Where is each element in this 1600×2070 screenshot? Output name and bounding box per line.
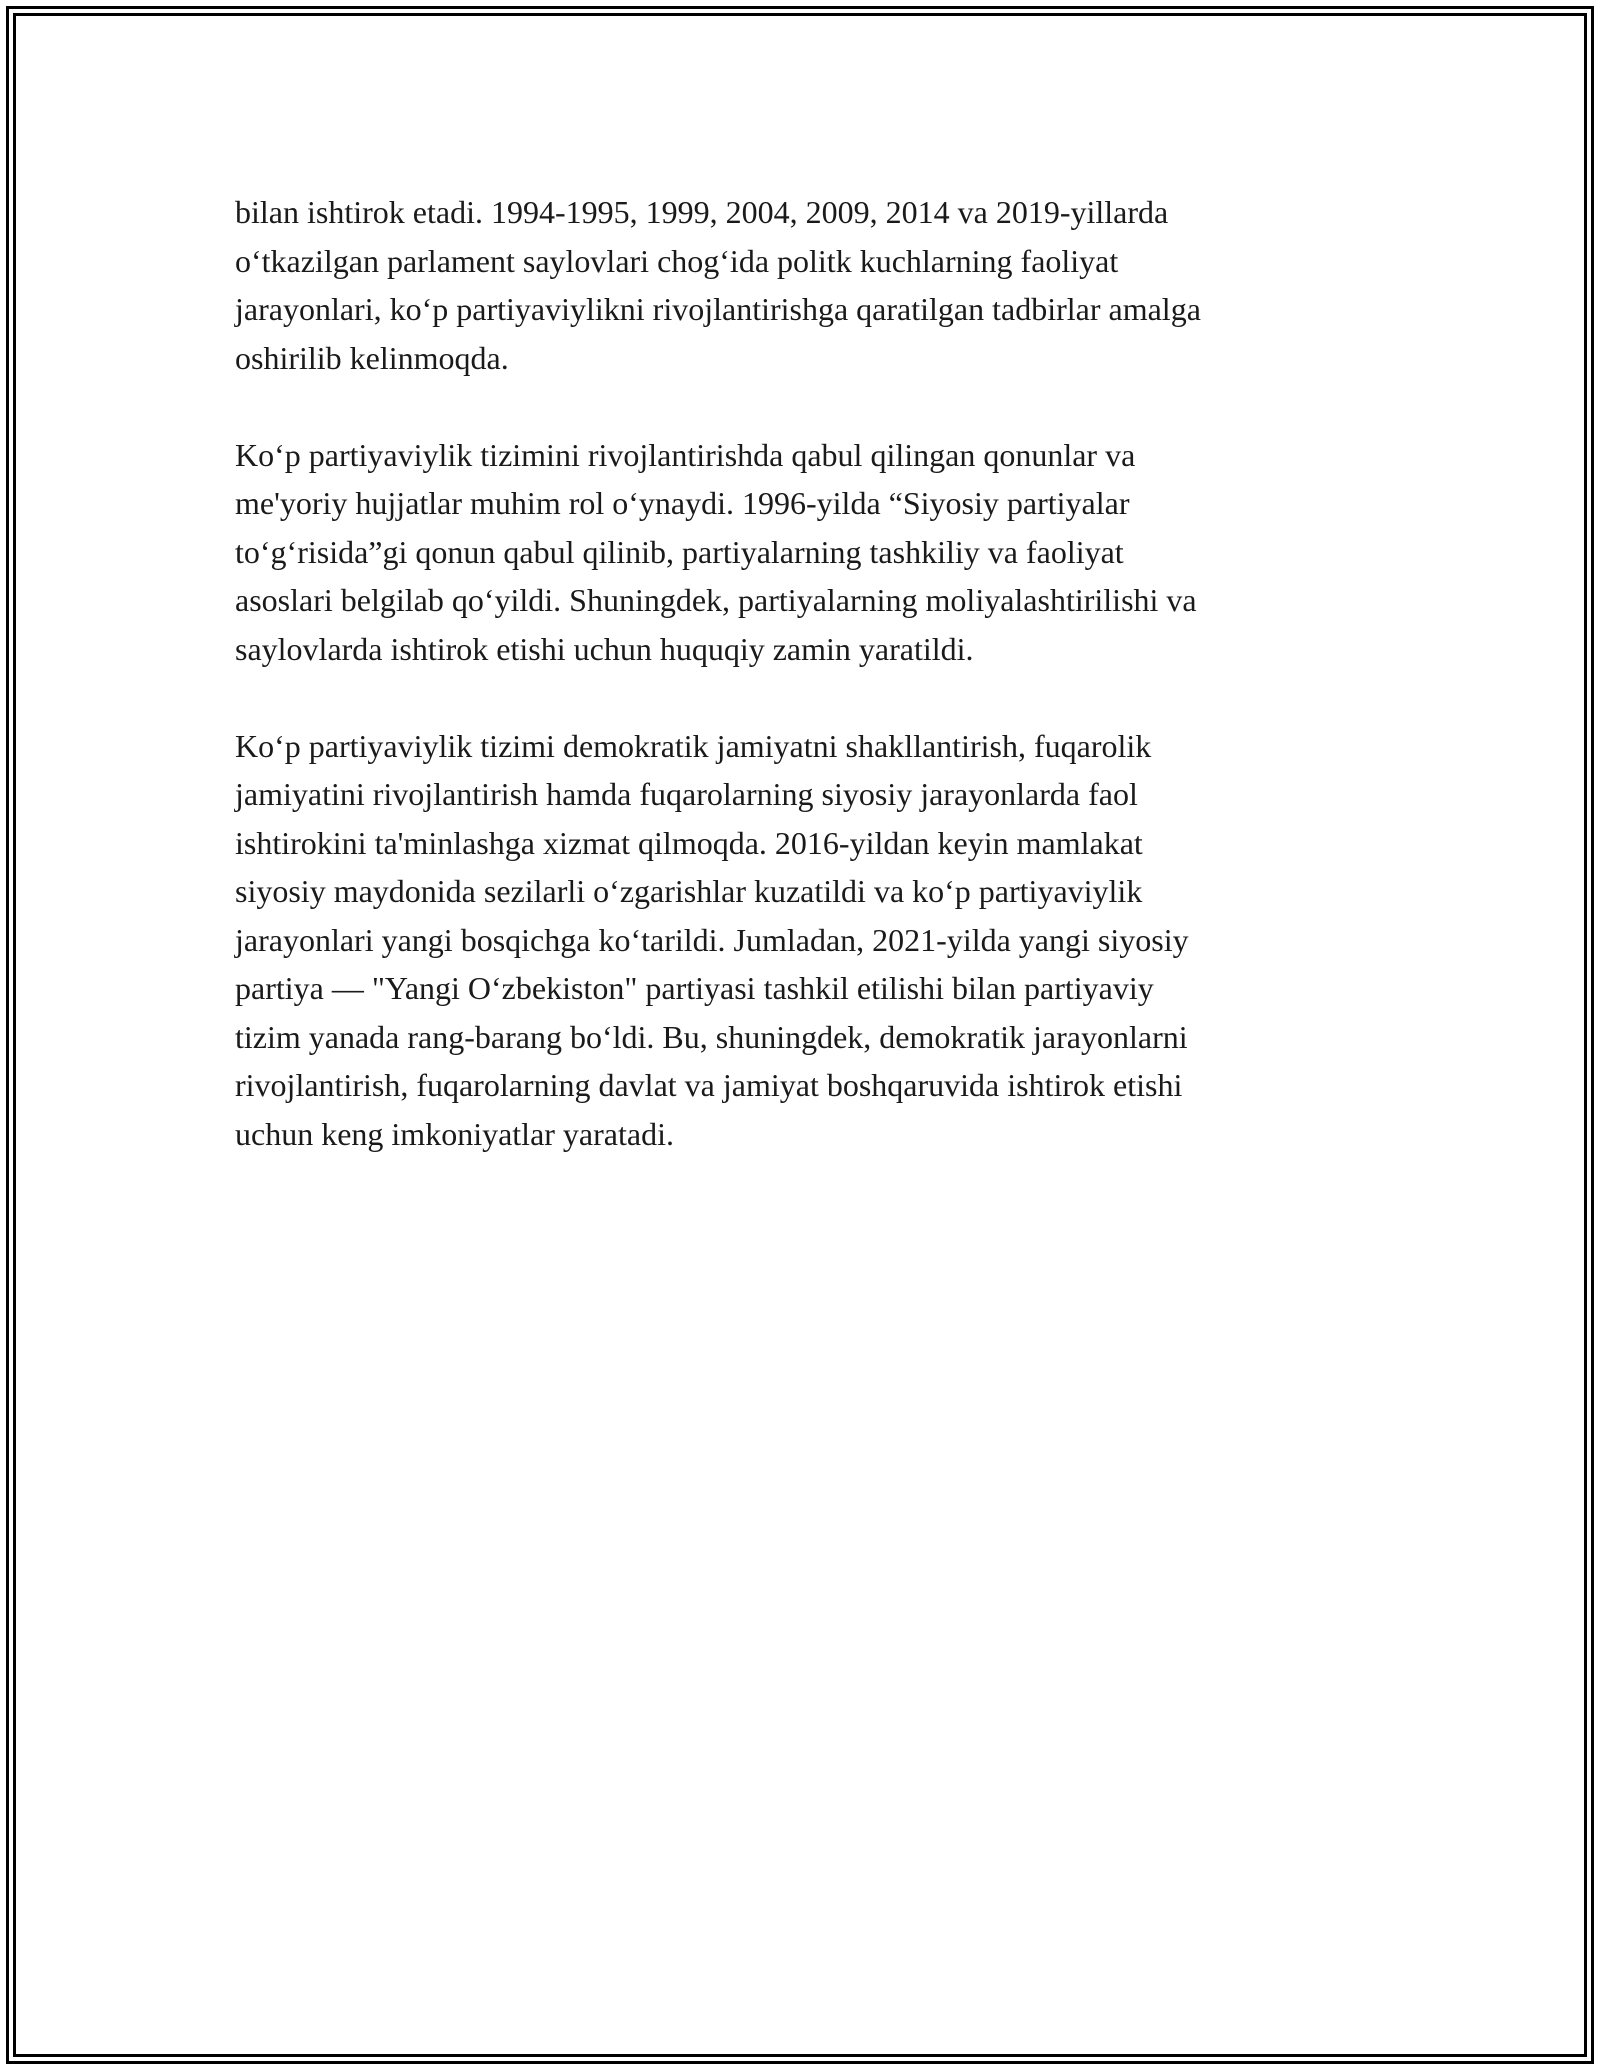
paragraph-2: Ko‘p partiyaviylik tizimini rivojlantirishda qabul qilingan qonunlar va me'yoriy hujjatlar muhim rol o‘ynaydi. 1996-yilda “Siyosiy partiyalar to‘g‘risida”gi qonun qabul qilinib, partiyalarning tashkiliy va faoliyat asoslari belgilab qo‘yildi. Shuningdek, partiyalarning moliyalashtirilishi va saylovlarda ishtirok etishi uchun huquqiy zamin yaratildi. [235, 436, 1197, 667]
document-body [235, 188, 1365, 1207]
paragraph-3: Ko‘p partiyaviylik tizimi demokratik jamiyatni shakllantirish, fuqarolik jamiyatini rivojlantirish hamda fuqarolarning siyosiy jarayonlarda faol ishtirokini ta'minlashga xizmat qilmoqda. 2016-yildan keyin mamlakat siyosiy maydonida sezilarli o‘zgarishlar kuzatildi va ko‘p partiyaviylik jarayonlari yangi bosqichga ko‘tarildi. Jumladan, 2021-yilda yangi siyosiy partiya — "Yangi O‘zbekiston" partiyasi tashkil etilishi bilan partiyaviy tizim yanada rang-barang bo‘ldi. Bu, shuningdek, demokratik jarayonlarni rivojlantirish, fuqarolarning davlat va jamiyat boshqaruvida ishtirok etishi uchun keng imkoniyatlar yaratadi. [235, 727, 1189, 1152]
paragraph-1: bilan ishtirok etadi. 1994-1995, 1999, 2004, 2009, 2014 va 2019-yillarda o‘tkazilgan parlament saylovlari chog‘ida politk kuchlarning faoliyat jarayonlari, ko‘p partiyaviylikni rivojlantirishga qaratilgan tadbirlar amalga oshirilib kelinmoqda. [235, 194, 1201, 376]
